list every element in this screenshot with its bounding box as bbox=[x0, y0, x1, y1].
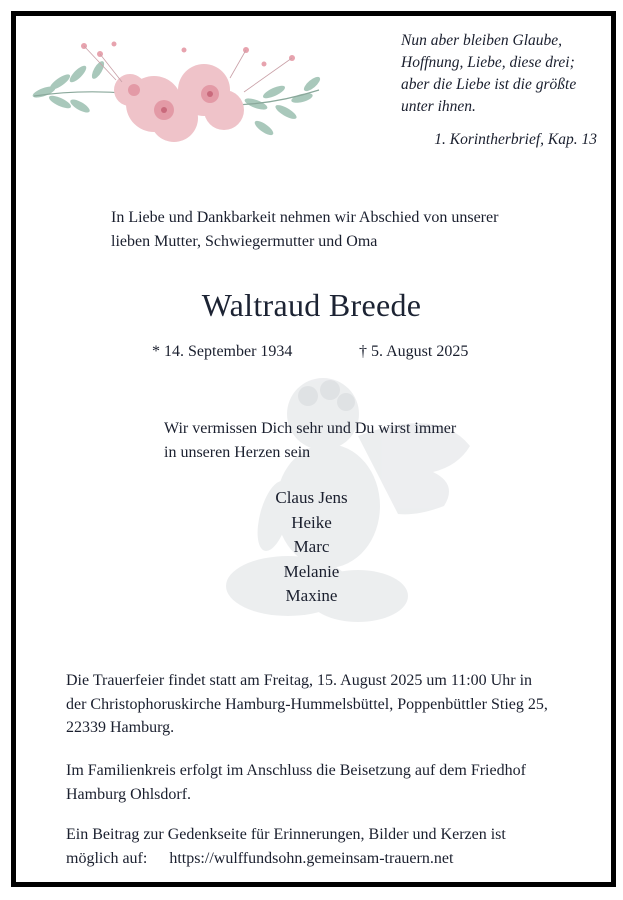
contribution-info bbox=[66, 823, 596, 870]
ceremony-line: der Christophoruskirche Hamburg-Hummelsbüttel, Poppenbüttler Stieg 25, bbox=[66, 695, 548, 713]
deceased-name: Waltraud Breede bbox=[201, 287, 422, 323]
ceremony-line: 22339 Hamburg. bbox=[66, 719, 175, 736]
family-member: Claus Jens bbox=[275, 488, 348, 507]
family-member: Marc bbox=[293, 537, 330, 556]
family-list bbox=[0, 486, 623, 609]
burial-info bbox=[66, 759, 596, 806]
family-member: Melanie bbox=[283, 561, 340, 581]
contribution-line: Ein Beitrag zur Gedenkseite für Erinnerungen, Bilder und Kerzen ist bbox=[66, 826, 506, 843]
memorial-page-link[interactable]: https://wulffundsohn.gemeinsam-trauern.net bbox=[169, 849, 454, 867]
ceremony-info bbox=[66, 669, 596, 740]
verse-line: aber die Liebe ist die größte bbox=[401, 76, 577, 93]
missing-text bbox=[164, 417, 456, 465]
family-member: Maxine bbox=[285, 586, 338, 605]
verse-line: Nun aber bleiben Glaube, bbox=[401, 32, 563, 49]
burial-line: Hamburg Ohlsdorf. bbox=[66, 785, 192, 803]
burial-line: Im Familienkreis erfolgt im Anschluss die Beisetzung auf dem Friedhof bbox=[66, 762, 526, 779]
intro-text bbox=[111, 206, 498, 254]
missing-line: in unseren Herzen sein bbox=[164, 444, 311, 461]
verse-line: unter ihnen. bbox=[401, 98, 476, 115]
verse-line: Hoffnung, Liebe, diese drei; bbox=[401, 54, 575, 71]
ceremony-line: Die Trauerfeier findet statt am Freitag, 15. August 2025 um 11:00 Uhr in bbox=[66, 672, 533, 689]
floral-decoration-icon bbox=[24, 30, 324, 146]
verse-source: 1. Korintherbrief, Kap. 13 bbox=[434, 131, 597, 148]
death-date: † 5. August 2025 bbox=[359, 343, 469, 360]
family-member: Heike bbox=[291, 512, 332, 532]
intro-line: lieben Mutter, Schwiegermutter und Oma bbox=[111, 233, 378, 250]
intro-line: In Liebe und Dankbarkeit nehmen wir Abschied von unserer bbox=[111, 209, 499, 226]
bible-verse bbox=[401, 30, 597, 118]
birth-date: * 14. September 1934 bbox=[152, 343, 293, 360]
missing-line: Wir vermissen Dich sehr und Du wirst immer bbox=[164, 420, 457, 437]
contribution-prefix: möglich auf: bbox=[66, 849, 148, 867]
